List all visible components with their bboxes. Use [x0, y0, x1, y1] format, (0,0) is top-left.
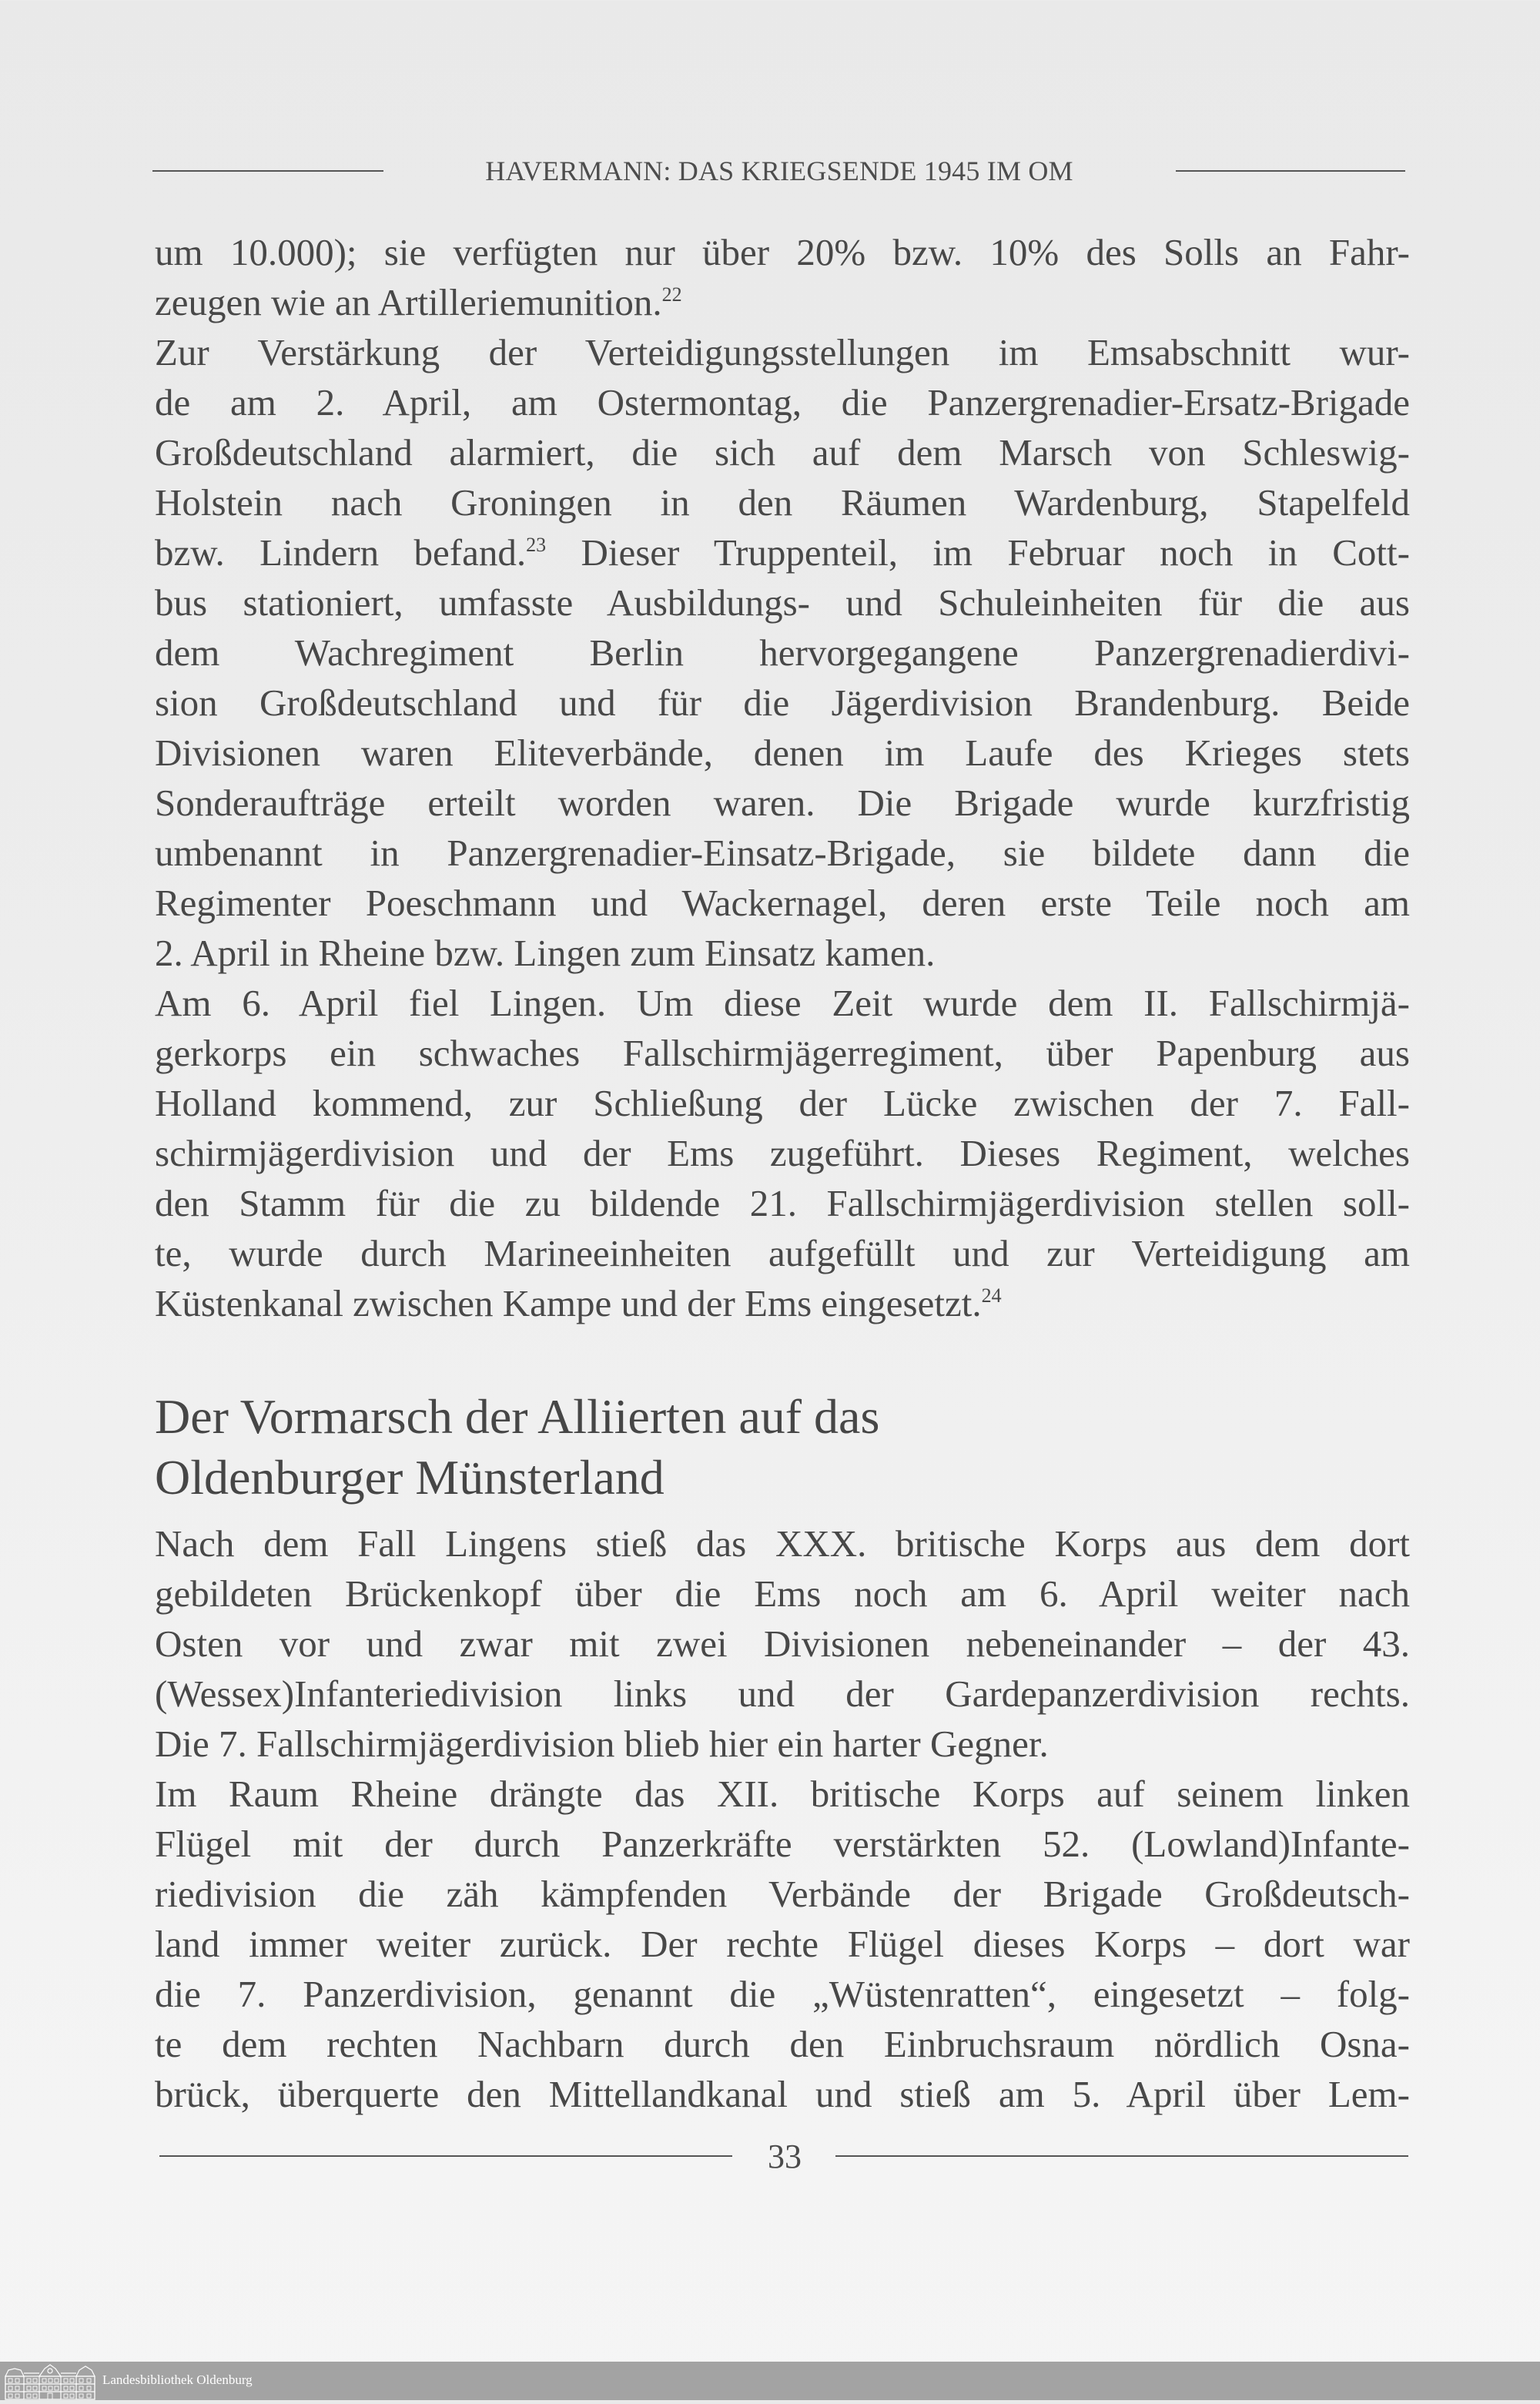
text-line: schirmjägerdivision und der Ems zugeführt. Dieses Regiment, welches: [155, 1132, 1410, 1174]
text-line: Großdeutschland alarmiert, die sich auf dem Marsch von Schleswig-: [155, 431, 1410, 474]
text-line: sion Großdeutschland und für die Jägerdivision Brandenburg. Beide: [155, 681, 1410, 724]
footnote-marker[interactable]: 24: [981, 1284, 1002, 1307]
text-line: te dem rechten Nachbarn durch den Einbruchsraum nördlich Osna-: [155, 2023, 1410, 2065]
library-footer-bar: [0, 2362, 1540, 2400]
text-line: gebildeten Brückenkopf über die Ems noch am 6. April weiter nach: [155, 1572, 1410, 1615]
text-line: die 7. Panzerdivision, genannt die „Wüstenratten“, eingesetzt – folg-: [155, 1973, 1410, 2015]
text-line: Nach dem Fall Lingens stieß das XXX. britische Korps aus dem dort: [155, 1522, 1410, 1565]
running-header: [152, 151, 1408, 191]
text-line: brück, überquerte den Mittellandkanal und stieß am 5. April über Lem-: [155, 2073, 1410, 2115]
footnote-marker[interactable]: 22: [661, 283, 682, 306]
footer-rule-right: [835, 2155, 1408, 2157]
line-text: zeugen wie an Artilleriemunition.: [155, 281, 662, 323]
header-rule-right: [1176, 170, 1405, 172]
text-line: Die 7. Fallschirmjägerdivision blieb hier ein harter Gegner.: [155, 1723, 1049, 1765]
text-line: [155, 527, 1410, 578]
text-line: Am 6. April fiel Lingen. Um diese Zeit wurde dem II. Fallschirmjä-: [155, 982, 1410, 1024]
text-line: Holland kommend, zur Schließung der Lücke zwischen der 7. Fall-: [155, 1082, 1410, 1124]
text-line: [155, 277, 1410, 327]
header-rule-left: [152, 170, 383, 172]
running-header-title: HAVERMANN: DAS KRIEGSENDE 1945 IM OM: [485, 156, 1073, 186]
text-line: gerkorps ein schwaches Fallschirmjägerregiment, über Papenburg aus: [155, 1032, 1410, 1074]
library-building-icon[interactable]: [4, 2364, 96, 2400]
text-line: um 10.000); sie verfügten nur über 20% bzw. 10% des Solls an Fahr-: [155, 231, 1410, 273]
line-text: bzw. Lindern befand.: [155, 531, 527, 574]
line-text: Dieser Truppenteil, im Februar noch in Cott-: [546, 531, 1410, 574]
section-heading-line: Der Vormarsch der Alliierten auf das: [155, 1389, 880, 1444]
page-footer: [155, 2139, 1410, 2178]
text-line: riedivision die zäh kämpfenden Verbände der Brigade Großdeutsch-: [155, 1873, 1410, 1915]
text-line: Holstein nach Groningen in den Räumen Wardenburg, Stapelfeld: [155, 481, 1410, 524]
text-line: land immer weiter zurück. Der rechte Flügel dieses Korps – dort war: [155, 1923, 1410, 1965]
text-line: [155, 1278, 1410, 1328]
text-line: Flügel mit der durch Panzerkräfte verstärkten 52. (Lowland)Infante-: [155, 1823, 1410, 1865]
text-line: Sonderaufträge erteilt worden waren. Die Brigade wurde kurzfristig: [155, 782, 1410, 824]
text-line: umbenannt in Panzergrenadier-Einsatz-Brigade, sie bildete dann die: [155, 832, 1410, 874]
text-line: de am 2. April, am Ostermontag, die Panzergrenadier-Ersatz-Brigade: [155, 381, 1410, 424]
text-line: Regimenter Poeschmann und Wackernagel, deren erste Teile noch am: [155, 882, 1410, 924]
section-heading-line: Oldenburger Münsterland: [155, 1450, 665, 1505]
page-number: 33: [768, 2138, 802, 2175]
line-text: Küstenkanal zwischen Kampe und der Ems eingesetzt.: [155, 1282, 982, 1324]
library-name[interactable]: Landesbibliothek Oldenburg: [102, 2372, 253, 2387]
text-line: te, wurde durch Marineeinheiten aufgefüllt und zur Verteidigung am: [155, 1232, 1410, 1274]
text-line: dem Wachregiment Berlin hervorgegangene Panzergrenadierdivi-: [155, 631, 1410, 674]
text-line: Osten vor und zwar mit zwei Divisionen nebeneinander – der 43.: [155, 1622, 1410, 1665]
text-line: (Wessex)Infanteriedivision links und der Gardepanzerdivision rechts.: [155, 1672, 1410, 1715]
text-line: Zur Verstärkung der Verteidigungsstellungen im Emsabschnitt wur-: [155, 331, 1410, 373]
text-line: Divisionen waren Eliteverbände, denen im Laufe des Krieges stets: [155, 732, 1410, 774]
text-line: 2. April in Rheine bzw. Lingen zum Einsatz kamen.: [155, 932, 936, 974]
text-line: bus stationiert, umfasste Ausbildungs- und Schuleinheiten für die aus: [155, 581, 1410, 624]
footer-rule-left: [159, 2155, 732, 2157]
text-line: Im Raum Rheine drängte das XII. britische Korps auf seinem linken: [155, 1773, 1410, 1815]
footnote-marker[interactable]: 23: [526, 534, 547, 556]
text-line: den Stamm für die zu bildende 21. Fallschirmjägerdivision stellen soll-: [155, 1182, 1410, 1224]
